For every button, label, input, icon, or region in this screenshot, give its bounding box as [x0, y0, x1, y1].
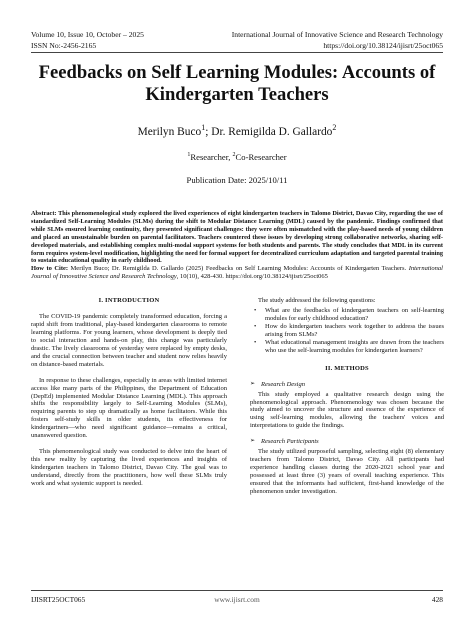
publication-date: Publication Date: 2025/10/11	[186, 175, 288, 185]
research-design-paragraph: This study employed a qualitative research design using the phenomenological approach. Phenomenology was chosen because the study aimed to uncover the structure and essence of the experience of using self-learning modules, allowing the teachers' voices and interpretations to guide the findings.	[250, 390, 444, 430]
cite-text: Merilyn Buco; Dr. Remigilda D. Gallardo (2025) Feedbacks on Self Learning Modules: Accounts of Kindergarten Teachers.	[68, 265, 409, 272]
affil-mark-1: 1	[187, 152, 191, 159]
author-1-affil-mark: 1	[201, 123, 206, 133]
author-2-affil-mark: 2	[332, 123, 337, 133]
header-divider	[31, 52, 443, 53]
abstract: Abstract: This phenomenological study explored the lived experiences of eight kindergarten teachers in Talomo District, Davao City, regarding the use of standardized Self-Learning Modules (SLMs) during the shift to Modular Distance Learning (MDL) caused by the pandemic. Findings confirmed that while SLMs ensured learning continuity, they presented significant challenges: they were often mismatched with the play-based needs of young children and placed an unsustainable burden on parental facilitators. Teachers countered these issues by developing strong collaborative networks, sharing self-developed materials, and establishing complex multi-modal support systems for both students and parents. The study concludes that MDL in its current form requires system-level modification, highlighting the need for formal support for decentralized curriculum adaptation and targeted parental training to sustain educational quality in early childhood.	[31, 210, 443, 265]
cite-text-end: , 10(10), 428-430. https://doi.org/10.38124/ijisrt/25oct065	[176, 273, 328, 280]
introduction-heading: I. INTRODUCTION	[98, 297, 160, 304]
methods-heading: II. METHODS	[325, 364, 369, 372]
how-to-cite	[31, 265, 443, 281]
author-2: ; Dr. Remigilda D. Gallardo	[205, 126, 333, 138]
research-participants-heading: ➢ Research Participants	[250, 438, 444, 446]
header-journal: International Journal of Innovative Science and Research Technology	[231, 30, 443, 39]
research-question: • What are the feedbacks of kindergarten teachers on self-learning modules for early childhood education?	[265, 307, 444, 323]
research-design-heading: ➢ Research Design	[250, 381, 444, 389]
left-column	[31, 297, 227, 496]
intro-paragraph-3: This phenomenological study was conducted to delve into the heart of this new reality by capturing the lived experiences and insights of kindergarten teachers in Talomo District, Davao City. The goal was to understand, directly from the practitioners, how well these SLMs truly work and what systemic support is needed.	[31, 448, 227, 488]
footer-divider	[31, 590, 443, 591]
research-questions-list	[250, 307, 444, 355]
cite-journal: International Journal of Innovative Science and Research Technology	[31, 265, 443, 280]
right-column	[250, 297, 444, 504]
research-participants-paragraph: The study utilized purposeful sampling, selecting eight (8) elementary teachers from Talomo District, Davao City. All participants had experience handling classes during the 2020-2021 school year and possessed at least three (3) years of overall teaching experience. This ensured that the informants had sufficient, first-hand knowledge of the phenomenon under investigation.	[250, 448, 444, 496]
affil-role-1: Researcher,	[190, 152, 233, 162]
paper-title: Feedbacks on Self Learning Modules: Accounts of Kindergarten Teachers	[38, 62, 436, 105]
header-issn: ISSN No:-2456-2165	[31, 41, 97, 50]
research-question: • How do kindergarten teachers work together to address the issues arising from SLMs?	[265, 323, 444, 339]
header-volume: Volume 10, Issue 10, October – 2025	[31, 30, 144, 39]
author-line	[30, 123, 444, 138]
page-number: 428	[431, 595, 443, 604]
questions-intro: The study addressed the following questions:	[258, 297, 376, 304]
footer-paper-id: IJISRT25OCT065	[31, 595, 86, 604]
affiliation-line	[30, 152, 444, 162]
header-doi-link[interactable]: https://doi.org/10.38124/ijisrt/25oct065	[323, 41, 443, 50]
affil-mark-2: 2	[232, 152, 236, 159]
intro-paragraph-1: The COVID-19 pandemic completely transformed education, forcing a rapid shift from traditional, play-based kindergarten classrooms to remote learning platforms. For young learners, whose development is deeply tied to social interaction and hands-on play, this change was particularly drastic. The lively classrooms of yesterday were replaced by empty desks, and the crucial connection between teacher and student now relies heavily on distance-based materials.	[31, 312, 227, 368]
research-question: • What educational management insights are drawn from the teachers who use the self-learning modules for kindergarten learners?	[265, 339, 444, 355]
affil-role-2: Co-Researcher	[235, 152, 287, 162]
cite-label: How to Cite:	[31, 265, 69, 272]
footer-website-link[interactable]: www.ijisrt.com	[214, 595, 260, 604]
intro-paragraph-2: In response to these challenges, especially in areas with limited internet access like many parts of the Philippines, the Department of Education (DepEd) implemented Modular Distance Learning (MDL). This approach shifts the responsibility largely to Self-Learning Modules (SLMs), requiring parents to step up dramatically as home facilitators. While this fosters self-study skills in older students, its effectiveness for kindergartners—who need significant guidance—remains a critical, unanswered question.	[31, 376, 227, 440]
author-1: Merilyn Buco	[137, 126, 202, 138]
